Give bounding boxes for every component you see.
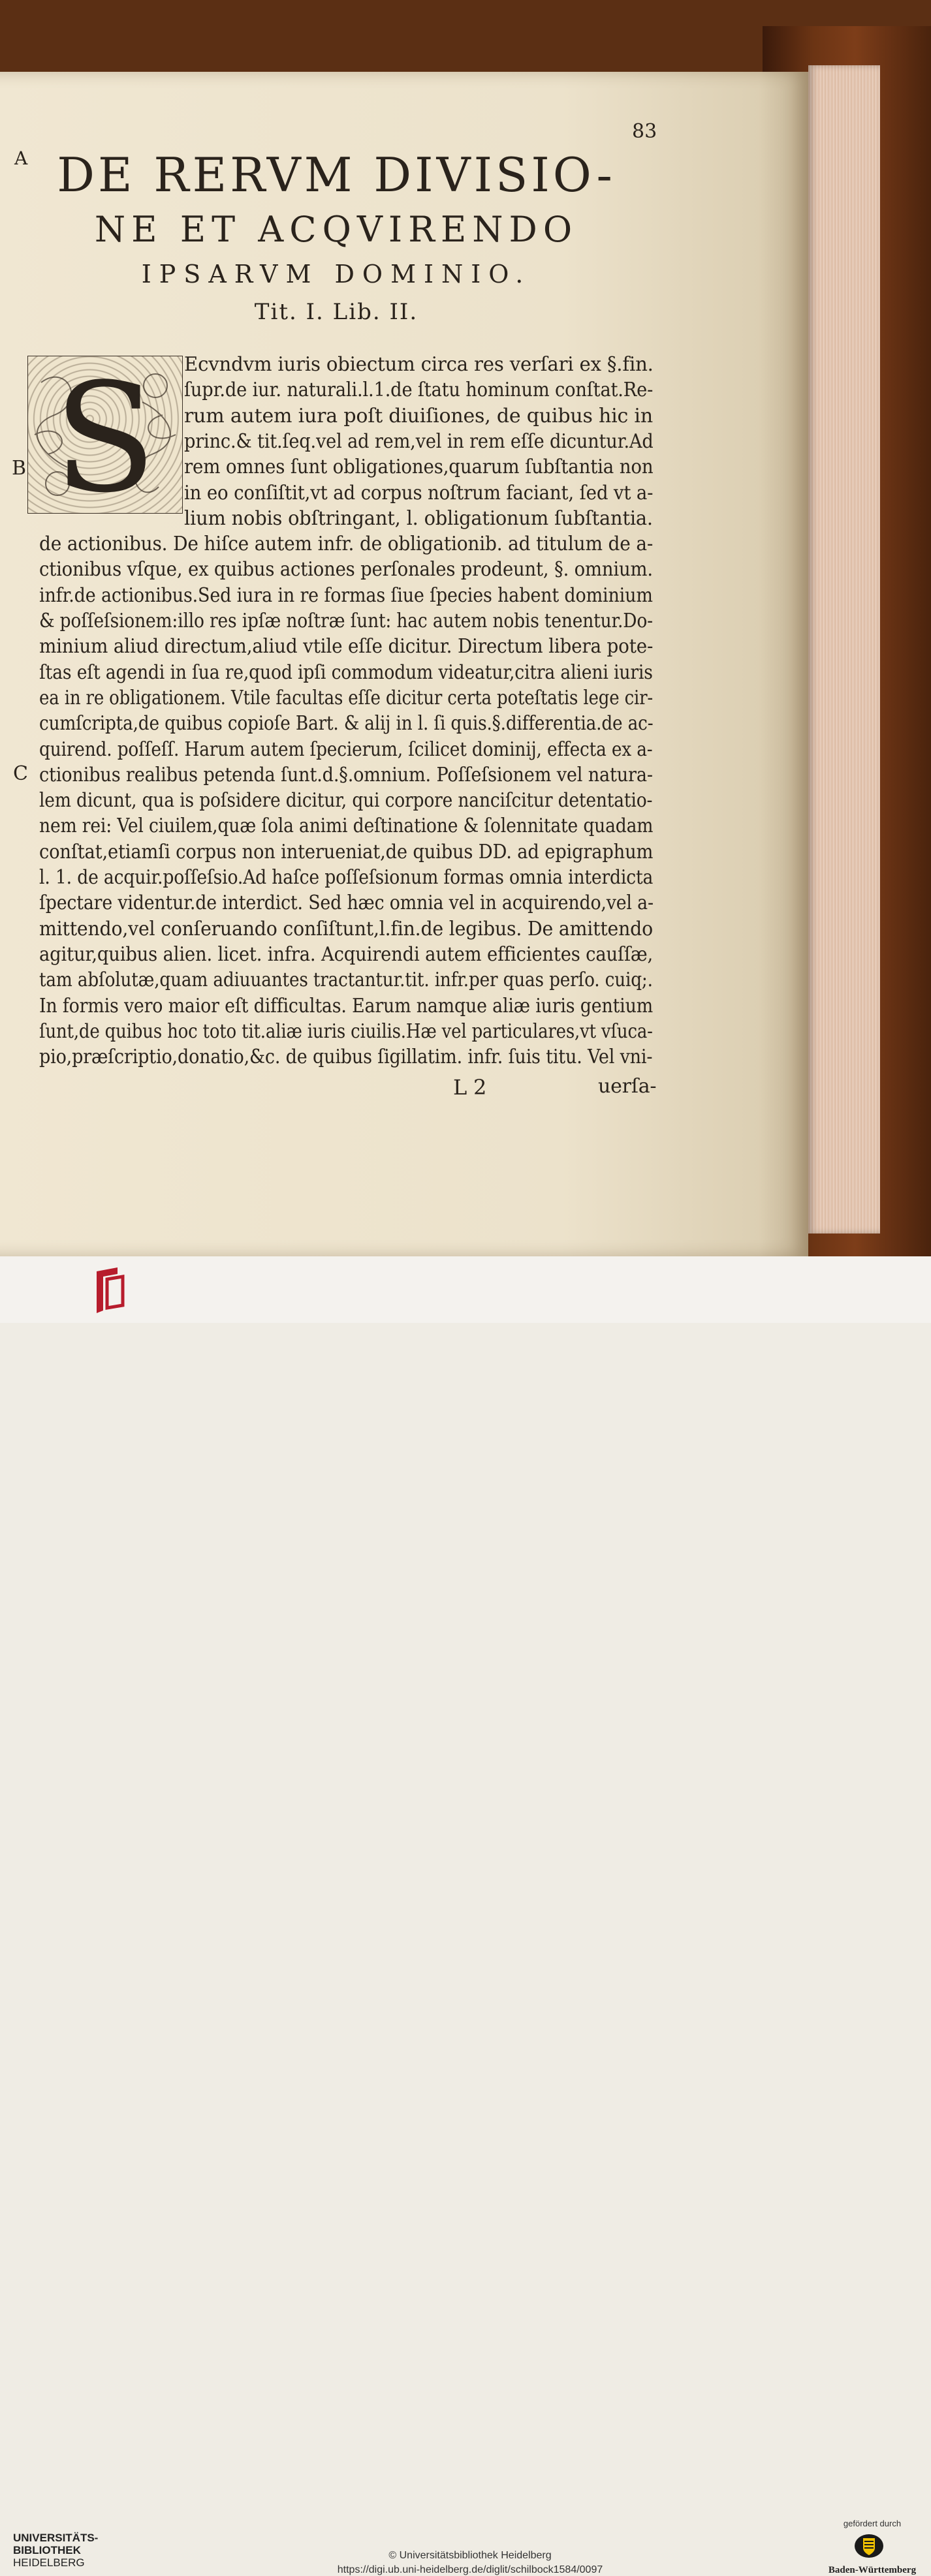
baden-wuerttemberg-seal-icon[interactable] [853, 2532, 885, 2560]
text-line: princ.& tit.ſeq.vel ad rem,vel in rem eſſe dicuntur.Ad [184, 430, 654, 453]
text-line: ſupr.de iur. naturali.l.1.de ſtatu hominum conſtat.Re- [184, 379, 654, 401]
permalink-url[interactable]: https://digi.ub.uni-heidelberg.de/diglit/schilbock1584/0097 [337, 2564, 603, 2575]
text-line: rum autem iura poſt diuiſiones, de quibus hic in [184, 405, 653, 427]
copyright-text: © Universitätsbibliothek Heidelberg [388, 2550, 552, 2561]
decorated-initial [27, 356, 183, 514]
text-line: conſtat,etiamſi corpus non interueniat,de quibus DD. ad epigraphum [39, 841, 654, 863]
sponsor-name: Baden-Württemberg [828, 2565, 917, 2575]
text-line: In formis vero maior eſt difficultas. Earum namque aliæ iuris gentium [39, 995, 653, 1017]
library-logo-text[interactable] [13, 2532, 98, 2569]
title-line-4: Tit. I. Lib. II. [254, 299, 418, 325]
text-line: l. 1. de acquir.poſſeſsio.Ad haſce poſſeſsionum formas omnia interdicta [39, 866, 654, 889]
signature-mark: L 2 [453, 1075, 487, 1100]
text-line: ſpectare videntur.de interdict. Sed hæc omnia vel in acquirendo,vel a- [39, 892, 654, 914]
margin-letter-a: A [14, 147, 28, 169]
margin-letter-c: C [13, 762, 28, 785]
initial-letter: S [54, 356, 157, 513]
text-line: Ecvndvm iuris obiectum circa res verſari ex §.fin. [184, 353, 654, 376]
text-line: de actionibus. De hiſce autem infr. de obligationib. ad titulum de a- [39, 533, 654, 555]
decorated-initial-art [28, 356, 182, 513]
page-scan [0, 0, 931, 1256]
title-line-3: IPSARVM DOMINIO. [141, 260, 531, 288]
margin-letter-b: B [12, 457, 27, 480]
library-logo-icon [91, 1265, 127, 1317]
text-line: ctionibus realibus petenda ſunt.d.§.omnium. Poſſeſsionem vel natura- [39, 764, 653, 786]
text-line: rem omnes ſunt obligationes,quarum ſubſtantia non [184, 456, 654, 478]
title-line-1: DE RERVM DIVISIO- [57, 147, 616, 202]
text-line: minium aliud directum,aliud vtile eſſe dicitur. Directum libera pote- [39, 635, 654, 658]
text-line: lium nobis obſtringant, l. obligationum ſubſtantia. [184, 507, 653, 530]
catchword: uerſa- [598, 1075, 657, 1098]
text-line: lem dicunt, qua is poſsidere dicitur, qui corpore nanciſcitur detentatio- [39, 789, 653, 812]
text-line: quirend. poſſeſſ. Harum autem ſpecierum, ſcilicet dominij, effecta ex a- [39, 738, 653, 761]
text-line: mittendo,vel conſeruando conſiſtunt,l.fin.de legibus. De amittendo [39, 918, 653, 940]
footer-bar [0, 1256, 931, 2575]
text-line: agitur,quibus alien. licet. infra. Acquirendi autem efficientes cauſſæ, [39, 943, 654, 966]
library-line-1: UNIVERSITÄTS- [13, 2532, 99, 2544]
text-line: ſtas eſt agendi in ſua re,quod ipſi commodum videatur,citra alieni iuris [39, 661, 653, 684]
text-line: ſunt,de quibus hoc toto tit.aliæ iuris ciuilis.Hæ vel particulares,vt vſuca- [39, 1020, 653, 1043]
title-line-2: NE ET ACQVIRENDO [94, 209, 578, 250]
text-block [0, 0, 931, 1256]
text-line: & poſſeſsionem:illo res ipſæ noſtræ ſunt: hac autem nobis tenentur.Do- [39, 610, 653, 632]
text-line: tam abſolutæ,quam adiuuantes tractantur.tit. infr.per quas perſo. cuiq;. [39, 969, 653, 991]
folio-number: 83 [632, 120, 657, 143]
text-line: ctionibus vſque, ex quibus actiones perſonales prodeunt, §. omnium. [39, 558, 653, 581]
library-line-2: BIBLIOTHEK [13, 2544, 81, 2556]
text-line: nem rei: Vel ciuilem,quæ ſola animi deſtinatione & ſolennitate quadam [39, 815, 654, 837]
text-line: infr.de actionibus.Sed iura in re formas ſiue ſpecies habent dominium [39, 584, 653, 607]
text-line: ea in re obligationem. Vtile facultas eſſe dicitur certa poteſtatis lege cir- [39, 687, 654, 709]
library-line-3: HEIDELBERG [13, 2556, 85, 2569]
text-line: pio,præſcriptio,donatio,&c. de quibus ſigillatim. infr. ſuis titu. Vel vni- [39, 1046, 653, 1068]
text-line: cumſcripta,de quibus copioſe Bart. & alij in l. ſi quis.§.differentia.de ac- [39, 712, 654, 735]
text-line: in eo conſiſtit,vt ad corpus noſtrum faciant, ſed vt a- [184, 482, 654, 504]
sponsor-label: gefördert durch [843, 2519, 902, 2528]
